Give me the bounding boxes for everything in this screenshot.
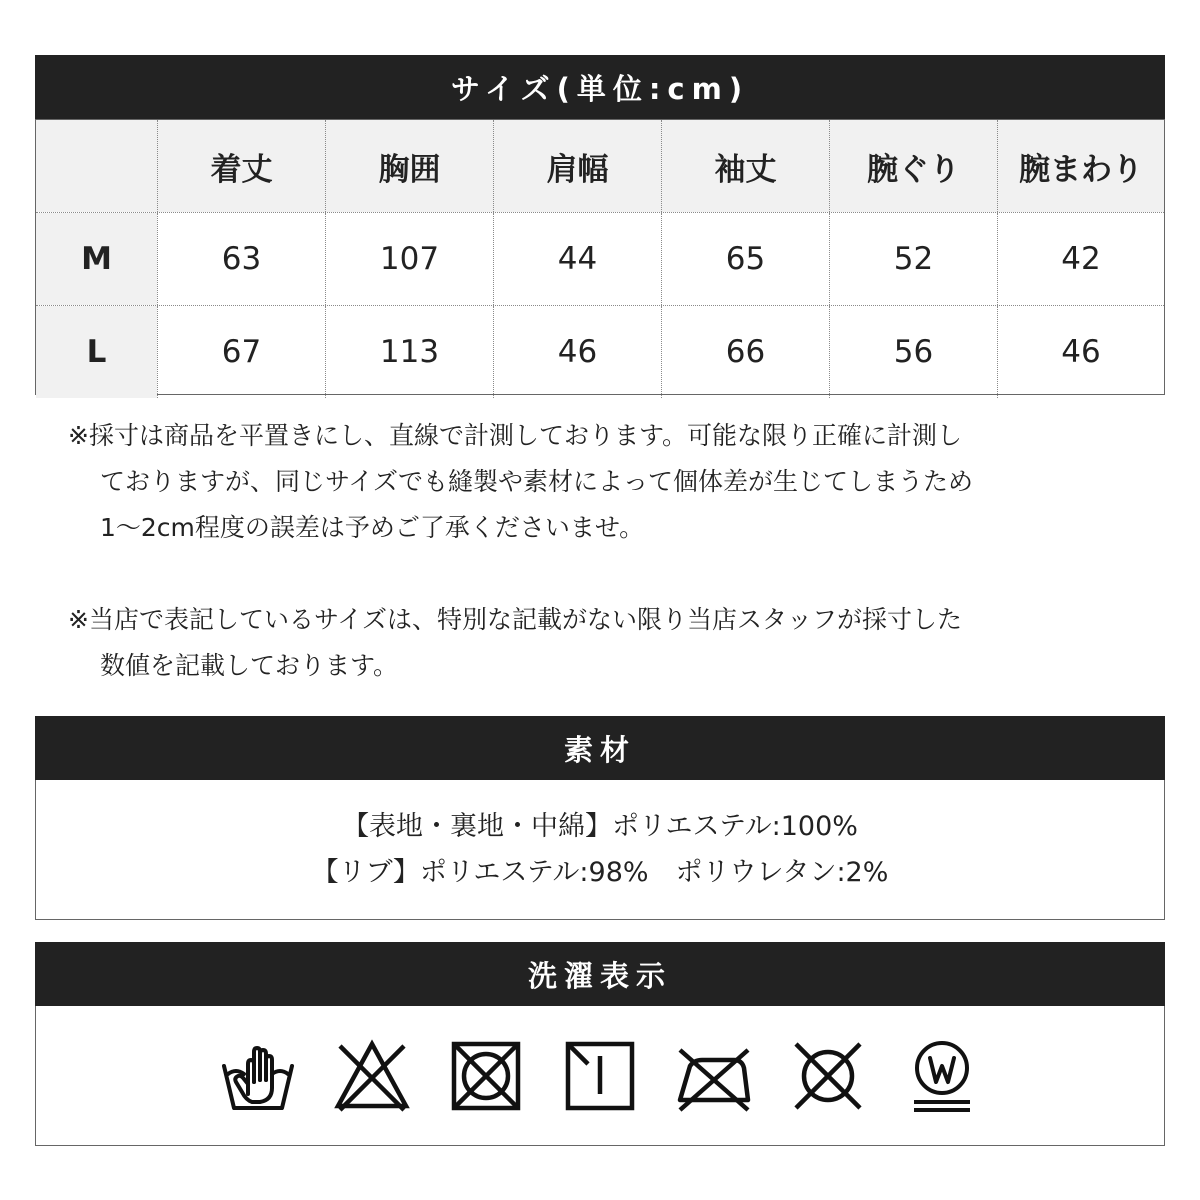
table-cell: 113 <box>325 306 493 398</box>
size-label-l: L <box>36 306 157 398</box>
size-label-m: M <box>36 213 157 305</box>
care-section-title: 洗濯表示 <box>527 958 672 993</box>
table-cell: 107 <box>325 213 493 305</box>
size-table-corner-cell <box>36 120 157 212</box>
measurement-note: ※採寸は商品を平置きにし、直線で計測しております。可能な限り正確に計測し ておりますが、同じサイズでも縫製や素材によって個体差が生じてしまうため 1〜2cm程度の誤差は予めご了承くださいませ。 <box>68 421 974 542</box>
wet-clean-mild-icon <box>904 1038 980 1114</box>
table-cell: 46 <box>493 306 661 398</box>
column-header-armhole: 腕ぐり <box>829 120 997 212</box>
measurement-notes <box>68 413 1148 689</box>
size-section-title: サイズ(単位:cm) <box>450 71 750 106</box>
material-box <box>35 780 1165 920</box>
no-bleach-icon <box>334 1038 410 1114</box>
material-section-title: 素材 <box>563 732 636 767</box>
care-section-header <box>35 942 1165 1006</box>
table-cell: 44 <box>493 213 661 305</box>
no-tumble-dry-icon <box>448 1038 524 1114</box>
size-note: ※当店で表記しているサイズは、特別な記載がない限り当店スタッフが採寸した 数値を記載しております。 <box>68 605 962 680</box>
material-line-rib: 【リブ】ポリエステル:98% ポリウレタン:2% <box>311 856 889 888</box>
table-cell: 46 <box>997 306 1164 398</box>
size-section-header <box>35 55 1165 119</box>
hand-wash-icon <box>220 1038 296 1114</box>
table-cell: 42 <box>997 213 1164 305</box>
material-line-shell: 【表地・裏地・中綿】ポリエステル:100% <box>342 810 858 842</box>
no-dry-clean-icon <box>790 1038 866 1114</box>
size-table-header-row <box>36 120 1164 212</box>
column-header-shoulder: 肩幅 <box>493 120 661 212</box>
material-section-header <box>35 716 1165 780</box>
table-cell: 65 <box>661 213 829 305</box>
column-header-sleeve: 袖丈 <box>661 120 829 212</box>
no-iron-icon <box>676 1038 752 1114</box>
column-header-chest: 胸囲 <box>325 120 493 212</box>
table-row <box>36 305 1164 398</box>
table-cell: 52 <box>829 213 997 305</box>
table-cell: 66 <box>661 306 829 398</box>
column-header-arm-circumference: 腕まわり <box>997 120 1164 212</box>
column-header-length: 着丈 <box>157 120 325 212</box>
table-cell: 67 <box>157 306 325 398</box>
size-table <box>35 119 1165 395</box>
table-cell: 56 <box>829 306 997 398</box>
care-symbols <box>35 1006 1165 1146</box>
table-cell: 63 <box>157 213 325 305</box>
table-row <box>36 212 1164 305</box>
line-dry-shade-icon <box>562 1038 638 1114</box>
